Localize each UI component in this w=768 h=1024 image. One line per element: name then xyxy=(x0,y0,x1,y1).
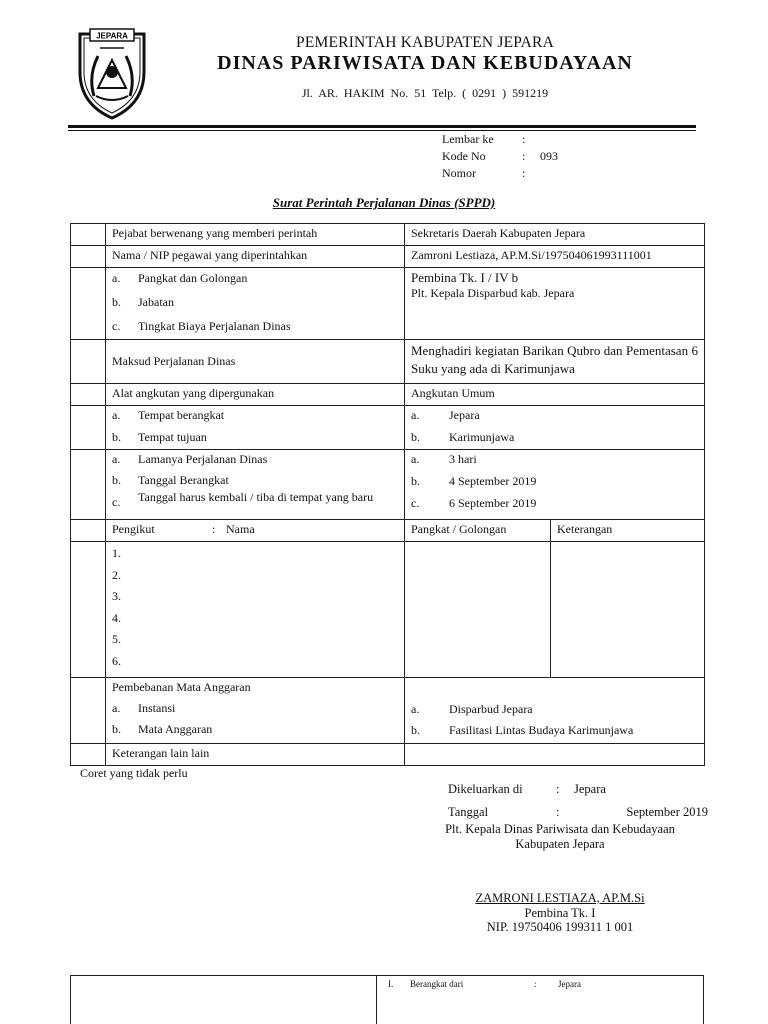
field-label-list xyxy=(106,268,405,340)
document-meta xyxy=(442,131,558,182)
row-number-cell xyxy=(71,406,106,450)
list-item xyxy=(411,723,698,738)
meta-key: Lembar ke xyxy=(442,132,494,146)
address-line: Jl. AR. HAKIM No. 51 Telp. ( 0291 ) 591219 xyxy=(301,86,549,100)
meta-row-number xyxy=(442,165,558,182)
row-number-cell xyxy=(71,744,106,766)
field-value: Angkutan Umum xyxy=(405,384,705,406)
item-text: Tingkat Biaya Perjalanan Dinas xyxy=(138,319,291,333)
list-item xyxy=(411,408,698,423)
row-number-cell xyxy=(71,224,106,246)
companion-colon: : xyxy=(212,522,216,536)
meta-key: Nomor xyxy=(442,166,476,180)
back-page-border-right xyxy=(703,975,704,1024)
item-text: Fasilitasi Lintas Budaya Karimunjawa xyxy=(449,723,634,737)
item-text: Mata Anggaran xyxy=(138,722,213,736)
meta-row-code xyxy=(442,148,558,165)
item-marker: a. xyxy=(411,702,420,716)
list-item xyxy=(112,295,398,310)
budget-label: Pembebanan Mata Anggaran xyxy=(112,680,251,694)
header-rule-thick xyxy=(68,125,696,128)
field-value-list xyxy=(405,678,705,744)
item-marker: b. xyxy=(112,430,121,444)
item-marker: a. xyxy=(112,408,121,422)
field-label: Nama / NIP pegawai yang diperintahkan xyxy=(106,246,405,268)
item-text: 6 September 2019 xyxy=(449,496,537,510)
table-row xyxy=(71,450,705,520)
item-marker: b. xyxy=(112,295,121,309)
field-value: Sekretaris Daerah Kabupaten Jepara xyxy=(405,224,705,246)
companion-label: Pengikut xyxy=(112,522,155,536)
item-text: Tempat tujuan xyxy=(138,430,207,444)
field-label: Alat angkutan yang dipergunakan xyxy=(106,384,405,406)
field-value xyxy=(405,268,705,340)
table-row xyxy=(71,406,705,450)
companion-note-cell xyxy=(551,542,705,678)
item-text: Lamanya Perjalanan Dinas xyxy=(138,452,268,466)
list-item: 5. xyxy=(112,632,121,646)
item-marker: a. xyxy=(411,452,420,466)
field-label-list xyxy=(106,450,405,520)
field-value xyxy=(405,744,705,766)
departure-row xyxy=(388,979,581,989)
field-label-list xyxy=(106,406,405,450)
list-item xyxy=(112,271,398,286)
item-marker: c. xyxy=(112,319,121,333)
sppd-table xyxy=(70,223,705,766)
back-page-border-left xyxy=(70,975,71,1024)
companion-rank-header: Pangkat / Golongan xyxy=(405,520,551,542)
item-text: 4 September 2019 xyxy=(449,474,537,488)
svg-text:JEPARA: JEPARA xyxy=(96,31,128,41)
field-label: Pejabat berwenang yang memberi perintah xyxy=(106,224,405,246)
department-heading: DINAS PARIWISATA DAN KEBUDAYAAN xyxy=(217,52,633,74)
item-text: Tanggal Berangkat xyxy=(138,473,229,487)
item-marker: a. xyxy=(112,271,121,285)
list-item xyxy=(112,452,398,467)
item-marker: b. xyxy=(112,722,121,736)
jepara-seal-logo xyxy=(76,26,148,120)
meta-value: 093 xyxy=(540,149,558,163)
signatory-name: ZAMRONI LESTIAZA, AP.M.Si xyxy=(475,891,645,905)
list-item xyxy=(112,473,398,488)
departure-colon: : xyxy=(534,979,537,989)
date-value: September 2019 xyxy=(626,805,708,819)
list-item xyxy=(411,496,698,511)
companion-list xyxy=(106,542,405,678)
table-row xyxy=(71,384,705,406)
list-item: 2. xyxy=(112,567,121,582)
item-marker: a. xyxy=(112,701,121,715)
row-number-cell xyxy=(71,246,106,268)
field-value-list xyxy=(405,450,705,520)
item-text: Tanggal harus kembali / tiba di tempat yang baru xyxy=(138,490,374,504)
meta-colon: : xyxy=(522,149,526,163)
row-number-cell xyxy=(71,268,106,340)
date-colon: : xyxy=(556,805,560,819)
meta-colon: : xyxy=(522,166,526,180)
issued-label: Dikeluarkan di xyxy=(448,782,523,796)
list-item xyxy=(112,408,398,423)
document-title: Surat Perintah Perjalanan Dinas (SPPD) xyxy=(272,195,496,210)
date-label: Tanggal xyxy=(448,805,489,819)
departure-label: Berangkat dari xyxy=(410,979,464,989)
item-text: Pangkat dan Golongan xyxy=(138,271,248,285)
list-item xyxy=(112,701,398,716)
rank-value: Pembina Tk. I / IV b xyxy=(411,270,519,285)
item-marker: a. xyxy=(112,452,121,466)
row-number-cell xyxy=(71,678,106,744)
issue-info xyxy=(448,778,708,824)
meta-row-sheet xyxy=(442,131,558,148)
table-row xyxy=(71,744,705,766)
signatory-region: Kabupaten Jepara xyxy=(515,837,605,851)
list-item: 6. xyxy=(112,653,121,668)
table-row xyxy=(71,678,705,744)
row-number-cell xyxy=(71,340,106,384)
row-number-cell xyxy=(71,542,106,678)
roman-numeral: I. xyxy=(388,979,394,989)
item-text: 3 hari xyxy=(449,452,477,466)
list-item xyxy=(112,430,398,445)
item-text: Jepara xyxy=(449,408,480,422)
item-marker: b. xyxy=(112,473,121,487)
item-text: Jabatan xyxy=(138,295,174,309)
strike-note: Coret yang tidak perlu xyxy=(80,766,188,780)
signatory-office: Plt. Kepala Dinas Pariwisata dan Kebudayaan xyxy=(445,822,675,836)
signatory-nip: NIP. 19750406 199311 1 001 xyxy=(486,920,634,934)
issued-colon: : xyxy=(556,782,560,796)
list-item xyxy=(112,319,398,334)
field-label-list xyxy=(106,678,405,744)
back-page-rule xyxy=(70,975,704,976)
item-text: Instansi xyxy=(138,701,176,715)
table-row xyxy=(71,542,705,678)
field-value: Zamroni Lestiaza, AP.M.Si/197504061993111001 xyxy=(405,246,705,268)
departure-value: Jepara xyxy=(558,979,581,989)
item-marker: b. xyxy=(411,474,420,488)
date-row xyxy=(448,801,708,824)
table-row xyxy=(71,268,705,340)
row-number-cell xyxy=(71,450,106,520)
field-label: Keterangan lain lain xyxy=(106,744,405,766)
position-value: Plt. Kepala Disparbud kab. Jepara xyxy=(411,286,575,300)
item-marker: a. xyxy=(411,408,420,422)
field-value-list xyxy=(405,406,705,450)
item-text: Disparbud Jepara xyxy=(449,702,533,716)
table-row xyxy=(71,520,705,542)
field-value: Menghadiri kegiatan Barikan Qubro dan Pementasan 6 Suku yang ada di Karimunjawa xyxy=(405,340,705,384)
companion-name-label: Nama xyxy=(226,522,255,536)
list-item xyxy=(112,722,398,737)
companion-note-header: Keterangan xyxy=(551,520,705,542)
item-marker: b. xyxy=(411,723,420,737)
issued-at-row xyxy=(448,778,708,801)
item-text: Tempat berangkat xyxy=(138,408,225,422)
list-item: 4. xyxy=(112,610,121,625)
list-item xyxy=(411,474,698,489)
government-heading: PEMERINTAH KABUPATEN JEPARA xyxy=(296,34,554,51)
back-page-border-middle xyxy=(376,975,377,1024)
issued-value: Jepara xyxy=(574,782,606,796)
table-row xyxy=(71,340,705,384)
table-row xyxy=(71,224,705,246)
meta-colon: : xyxy=(522,132,526,146)
list-item xyxy=(112,491,398,509)
item-marker: b. xyxy=(411,430,420,444)
list-item: 3. xyxy=(112,589,121,603)
item-marker: c. xyxy=(112,495,121,509)
companion-rank-cell xyxy=(405,542,551,678)
meta-key: Kode No xyxy=(442,149,486,163)
item-marker: c. xyxy=(411,496,420,510)
companion-name-header xyxy=(106,520,405,542)
field-label: Maksud Perjalanan Dinas xyxy=(106,340,405,384)
list-item xyxy=(411,702,698,717)
row-number-cell xyxy=(71,520,106,542)
table-row xyxy=(71,246,705,268)
item-text: Karimunjawa xyxy=(449,430,515,444)
list-item xyxy=(411,452,698,467)
signatory-rank: Pembina Tk. I xyxy=(524,906,596,920)
header-rule-thin xyxy=(68,130,696,131)
list-item xyxy=(411,430,698,445)
row-number-cell xyxy=(71,384,106,406)
list-item: 1. xyxy=(112,546,121,560)
